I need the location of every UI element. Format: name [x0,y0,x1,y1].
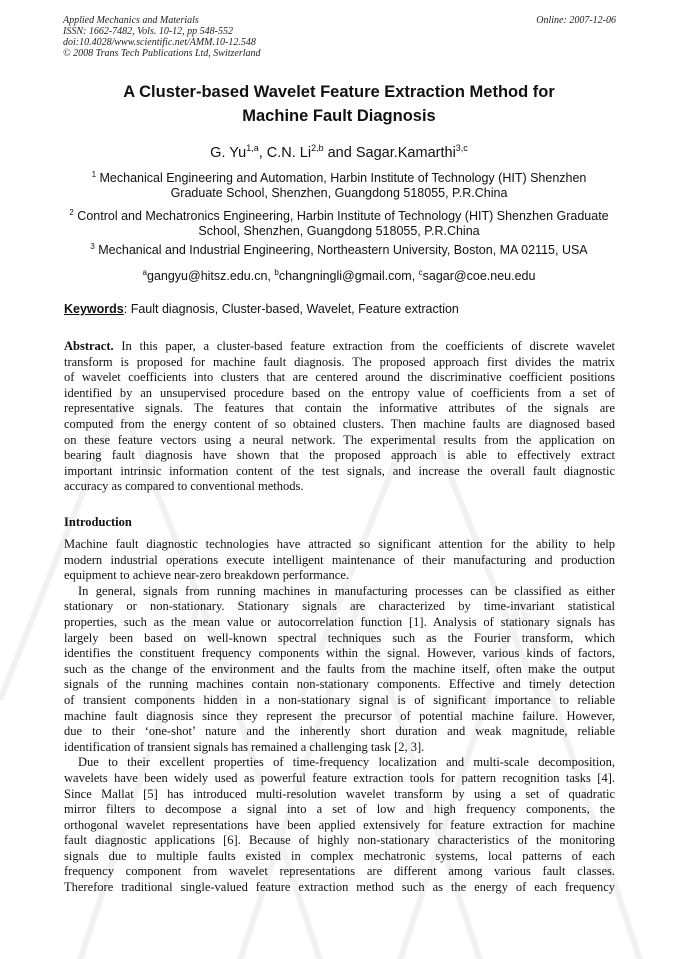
abstract-line [64,339,615,355]
abstract-line: accuracy as compared to conventional methods. [64,479,304,494]
author-2-affil: 2,b [311,143,324,153]
author-3: and Sagar.Kamarthi [323,144,456,161]
title-line-2: Machine Fault Diagnosis [242,107,436,125]
intro-line: frequency component from wavelet representations are different among various fault classes. [64,864,615,879]
journal-name: Applied Mechanics and Materials [63,15,199,26]
title-line-1: A Cluster-based Wavelet Feature Extraction Method for [123,83,555,101]
intro-line: In general, signals from running machines in manufacturing processes can be classified as either [78,583,615,598]
journal-header [63,15,261,59]
abstract-line: of wavelet coefficients into clusters that are centered around the discriminative coefficient positions [64,370,615,385]
affiliation-3-line-1: Mechanical and Industrial Engineering, Northeastern University, Boston, MA 02115, USA [94,243,588,258]
affiliation-2-number: 2 [69,208,74,217]
author-3-affil: 3,c [455,143,468,153]
intro-line: properties, such as the mean value or autocorrelation function [1]. Analysis of stationary signals has [64,614,615,629]
abstract-block [64,339,615,495]
intro-line: Due to their excellent properties of time-frequency localization and multi-scale decomposition, [78,755,615,770]
intro-line: signals due to multiple faults existed in complex mechatronic systems, local patterns of each [64,848,615,863]
abstract-line-text: In this paper, a cluster-based feature extraction from the coefficients of discrete wavelet [113,339,615,353]
intro-line: identification of transient signals has remained a challenging task [2, 3]. [64,739,425,754]
affiliation-1-line-1: Mechanical Engineering and Automation, Harbin Institute of Technology (HIT) Shenzhen [96,171,587,186]
online-date: Online: 2007-12-06 [536,15,616,26]
email-c: sagar@coe.neu.edu [422,269,536,284]
intro-line: identifies the constituent frequency components within the signal. However, various kinds of factors, [64,646,615,661]
author-2: , C.N. Li [258,144,312,161]
email-b: changningli@gmail.com, [278,269,419,284]
intro-line: stationary or non-stationary. Stationary signals are characterized by time-invariant statistical [64,599,615,614]
keywords-line [64,302,459,317]
intro-line: Machine fault diagnostic technologies have attracted so significant attention for the ability to help [64,537,615,551]
keywords-colon: : [123,302,128,316]
introduction-heading: Introduction [64,515,132,529]
email-a-marker: a [142,268,147,277]
email-a: gangyu@hitsz.edu.cn, [147,269,275,284]
email-b-marker: b [274,268,279,277]
intro-line: modern industrial operations execute intelligent maintenance of their manufacturing and production [64,552,615,567]
keywords-text: Fault diagnosis, Cluster-based, Wavelet, Feature extraction [127,302,459,316]
author-1: G. Yu [210,144,247,161]
affiliation-2-line-2: School, Shenzhen, Guangdong 518055, P.R.China [198,224,480,239]
intro-line: Therefore traditional single-valued feature extraction method such as the energy of each frequency [64,880,615,895]
copyright-line: © 2008 Trans Tech Publications Ltd, Switzerland [63,48,261,59]
intro-line: of transient components hidden in a non-stationary signal is of significant importance to reliable [64,692,615,707]
abstract-line: computed from the energy content of so obtained clusters. Then machine faults are diagnosed based [64,416,615,431]
abstract-line: identified by an unsupervised procedure based on the entropy value of coefficients from a set of [64,385,615,400]
affiliation-1 [63,167,615,201]
author-emails [63,265,615,284]
affiliation-1-number: 1 [91,170,97,179]
affiliation-3 [63,239,615,258]
affiliation-3-number: 3 [90,242,95,251]
abstract-line: representative signals. The features that contain the informative attributes of the signals are [64,401,615,416]
intro-line: machine fault diagnosis since they represent the precursor of potential machine failure. However, [64,708,615,723]
author-list [60,139,618,162]
keywords-label: Keywords [64,302,124,316]
intro-line: fault diagnostic applications [6]. Because of highly non-stationary characteristics of the monitoring [64,833,615,848]
intro-line: equipment to achieve near-zero breakdown performance. [64,568,350,583]
intro-line: such as the change of the environment and the faults from the machine itself, often make the output [64,661,615,676]
issn-line: ISSN: 1662-7482, Vols. 10-12, pp 548-552 [63,26,233,37]
intro-line: Since Mallat [5] has introduced multi-resolution wavelet transform by using a set of quadratic [64,786,615,801]
doi-line: doi:10.4028/www.scientific.net/AMM.10-12.548 [63,37,256,48]
abstract-line: on these feature vectors using a neural network. The experimental results from the application on [64,432,615,447]
intro-line: due to their ‘one-shot’ nature and the inherently short duration and weak magnitude, reliable [64,724,615,739]
abstract-label: Abstract. [64,339,114,353]
affiliation-2-line-1: Control and Mechatronics Engineering, Harbin Institute of Technology (HIT) Shenzhen Graduate [73,209,609,224]
intro-line: wavelets have been widely used as powerful feature extraction tools for pattern recognition tasks [4]. [64,770,615,785]
abstract-line: bearing fault diagnosis have shown that the proposed approach is able to effectively extract [64,448,615,463]
abstract-line: transform is proposed for machine fault diagnosis. The proposed approach first divides the matrix [64,354,615,369]
intro-line: largely been based on well-known spectral techniques such as the Fourier transform, which [64,630,615,645]
author-1-affil: 1,a [246,143,259,153]
intro-line: mirror filters to decompose a signal into a set of low and high frequency components, the [64,802,615,817]
intro-line: orthogonal wavelet representations have been applied extensively for feature extraction for machine [64,817,615,832]
abstract-line: important intrinsic information content of the test signals, and increase the overall fault diagnostic [64,463,615,478]
introduction-body [64,537,615,896]
intro-line: signals of the running machines contain non-stationary components. Effective and timely detection [64,677,615,692]
affiliation-2 [63,205,615,239]
paper-title [60,80,618,128]
affiliation-1-line-2: Graduate School, Shenzhen, Guangdong 518055, P.R.China [170,186,508,201]
email-c-marker: c [418,268,423,277]
